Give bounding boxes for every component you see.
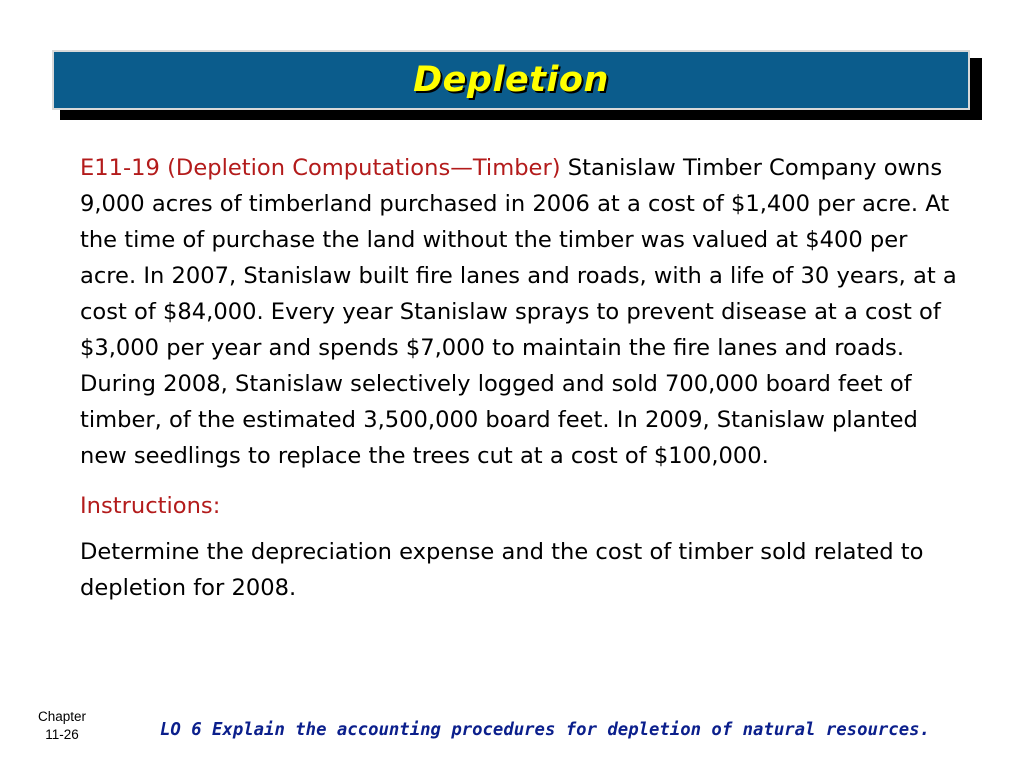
instructions-text: Determine the depreciation expense and the cost of timber sold related to depletion for 2008. xyxy=(80,539,924,601)
slide-title: Depletion xyxy=(413,60,609,100)
title-bar xyxy=(52,50,970,110)
exercise-label: E11-19 (Depletion Computations—Timber) xyxy=(80,155,561,181)
page-number: 11-26 xyxy=(45,727,79,742)
instructions-label: Instructions: xyxy=(80,493,221,519)
exercise-text: Stanislaw Timber Company owns 9,000 acres of timberland purchased in 2006 at a cost of $1,400 per acre. At the time of purchase the land without the timber was valued at $400 per acre. In 2007, Stanislaw built fire lanes and roads, with a life of 30 years, at a cost of $84,000. Every year Stanislaw sprays to prevent disease at a cost of $3,000 per year and spends $7,000 to maintain the fire lanes and roads. During 2008, Stanislaw selectively logged and sold 700,000 board feet of timber, of the estimated 3,500,000 board feet. In 2009, Stanislaw planted new seedlings to replace the trees cut at a cost of $100,000. xyxy=(80,155,957,469)
slide-body xyxy=(80,150,970,606)
chapter-label: Chapter xyxy=(37,709,87,724)
chapter-indicator xyxy=(30,708,94,744)
learning-objective: LO 6 Explain the accounting procedures for depletion of natural resources. xyxy=(160,720,930,740)
exercise-paragraph xyxy=(80,150,970,474)
